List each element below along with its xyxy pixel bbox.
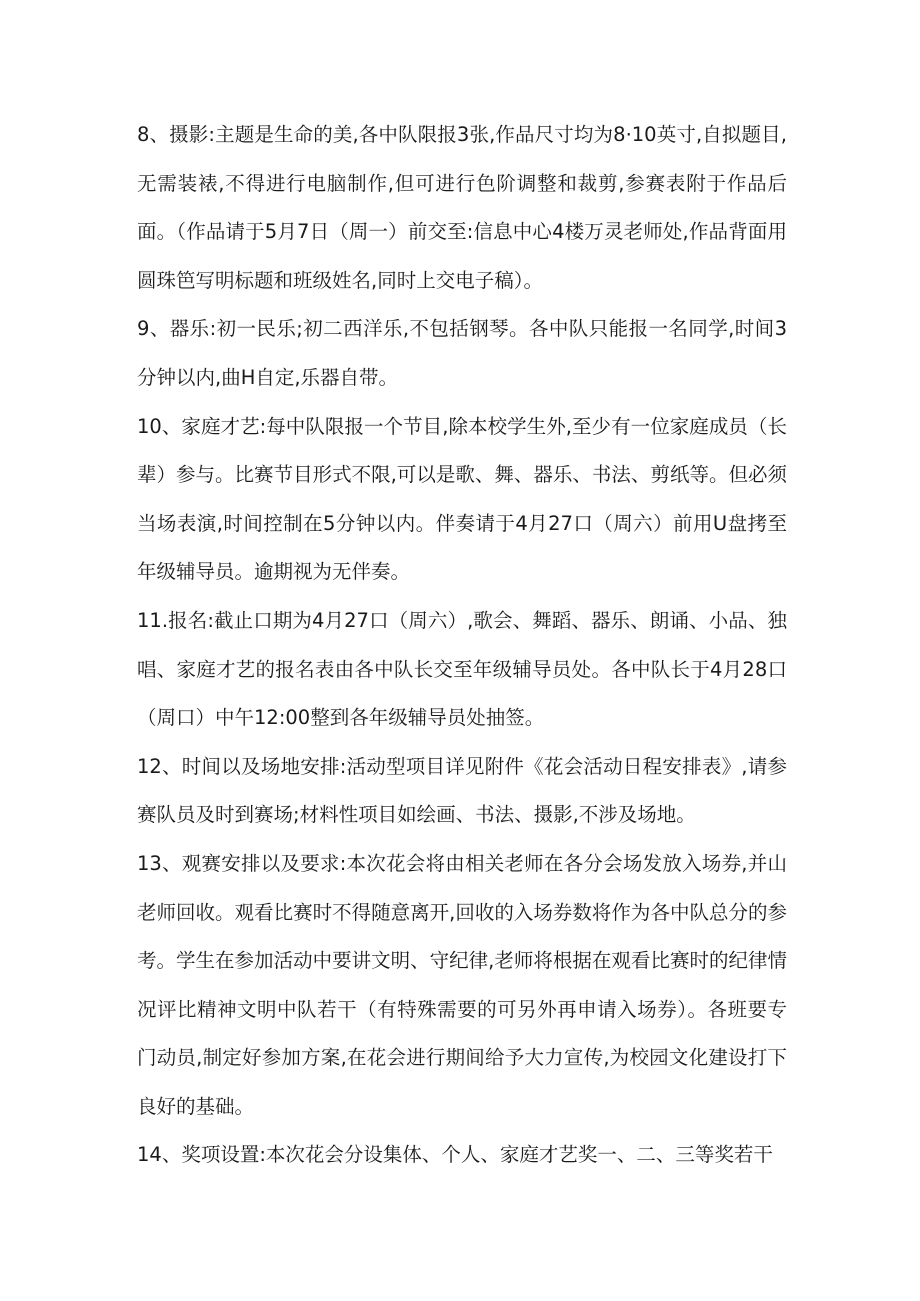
document-body [137, 111, 787, 1180]
paragraph-schedule-venue: 12、时间以及场地安排:活动型项目详见附件《花会活动日程安排表》,请参赛队员及时到赛场;材料性项目如绘画、书法、摄影,不涉及场地。 [137, 754, 787, 827]
paragraph-registration: 11.报名:截止口期为4月27口（周六）,歌会、舞蹈、器乐、朗诵、小品、独唱、家庭才艺的报名表由各中队长交至年级辅导员处。各中队长于4月28口（周口）中午12:00整到各年级辅导员处抽签。 [137, 608, 787, 730]
paragraph-photography: 8、摄影:主题是生命的美,各中队限报3张,作品尺寸均为8·10英寸,自拟题目,无需装裱,不得进行电脑制作,但可进行色阶调整和裁剪,参赛表附于作品后面。（作品请于5月7日（周一）前交至:信息中心4楼万灵老师处,作品背面用圆珠笆写明标题和班级姓名,同时上交电子稿）。 [137, 123, 787, 292]
paragraph-instrumental: 9、器乐:初一民乐;初二西洋乐,不包括钢琴。各中队只能报一名同学,时间3分钟以内,曲H自定,乐器自带。 [137, 317, 787, 389]
paragraph-audience-rules: 13、观赛安排以及要求:本次花会将由相关老师在各分会场发放入场券,并山老师回收。观看比赛时不得随意离开,回收的入场券数将作为各中队总分的参考。学生在参加活动中要讲文明、守纪律,老师将根据在观看比赛时的纪律情况评比精神文明中队若干（有特殊需要的可另外再申请入场券）。各班要专门动员,制定好参加方案,在花会进行期间给予大力宣传,为校园文化建设打下良好的基础。 [137, 851, 787, 1118]
paragraph-awards: 14、奖项设置:本次花会分设集体、个人、家庭才艺奖一、二、三等奖若干 [137, 1143, 773, 1167]
paragraph-family-talent: 10、家庭才艺:每中队限报一个节目,除本校学生外,至少有一位家庭成员（长辈）参与。比赛节目形式不限,可以是歌、舞、器乐、书法、剪纸等。但必须当场表演,时间控制在5分钟以内。伴奏请于4月27口（周六）前用U盘拷至年级辅导员。逾期视为无伴奏。 [137, 414, 787, 584]
